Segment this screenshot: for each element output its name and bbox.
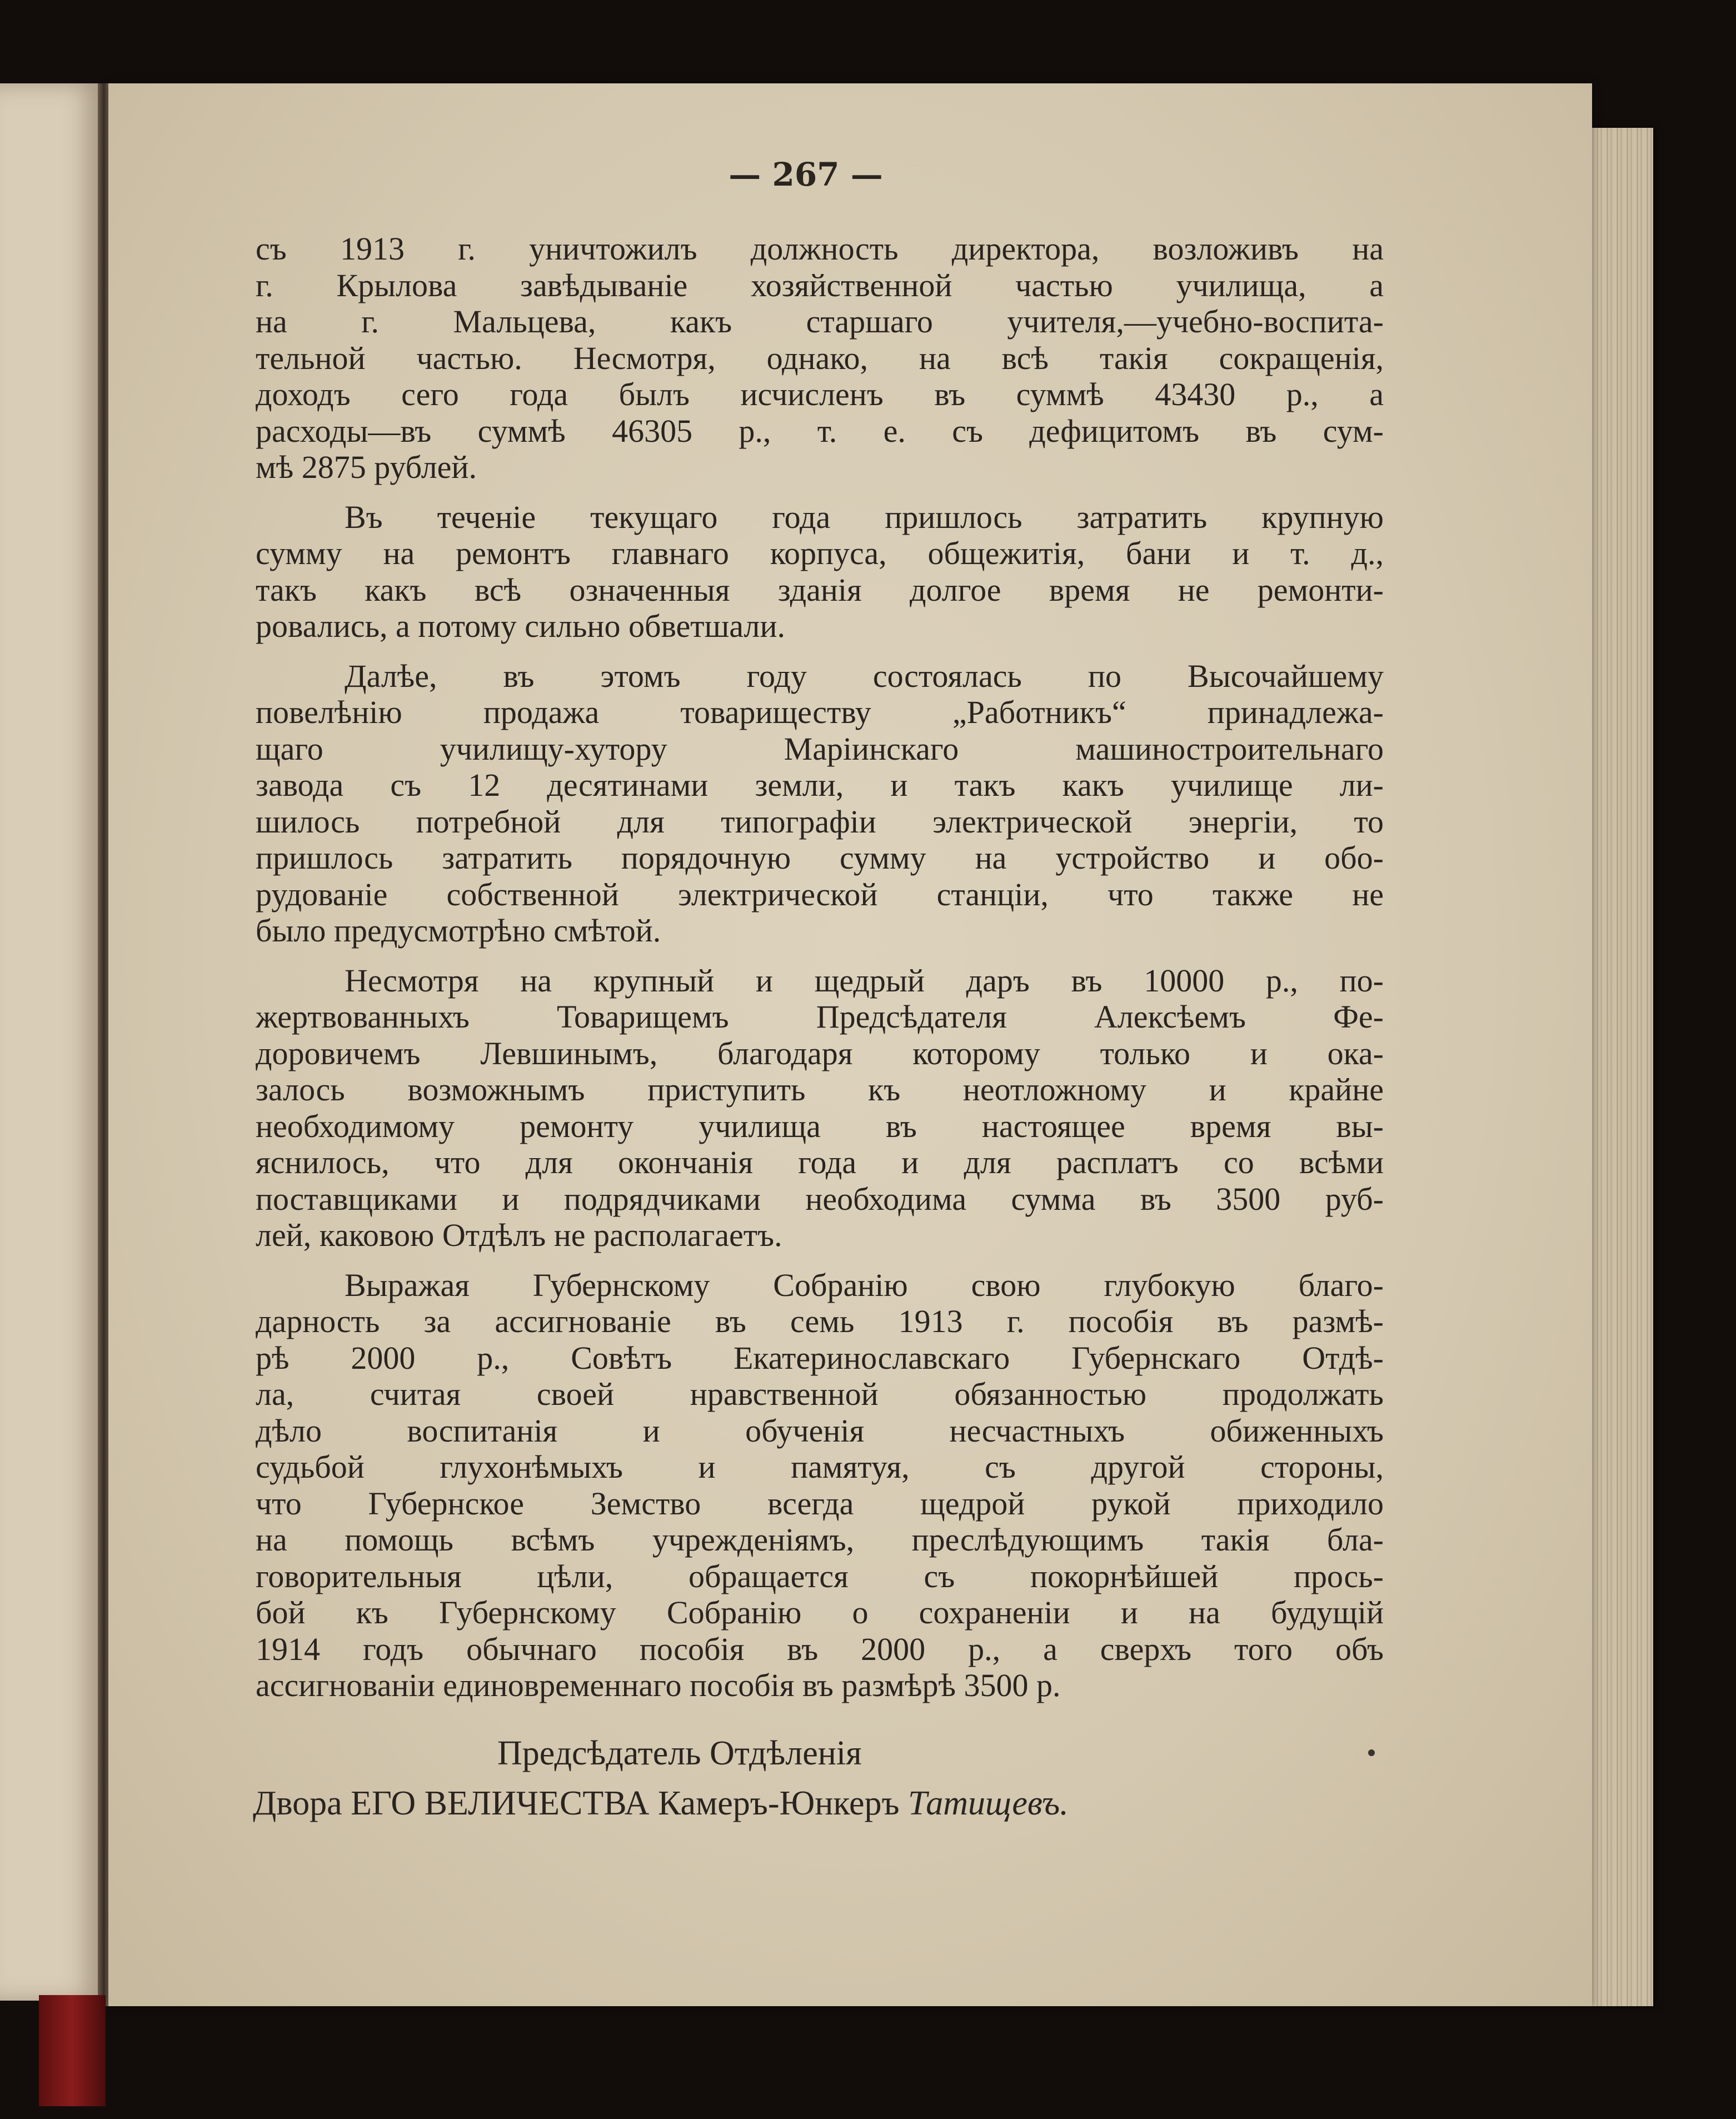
text-line: шилось потребной для типографіи электрической энергіи, то [256,803,1384,840]
signature-title: Предсѣдатель Отдѣленія [497,1734,862,1772]
text-line: что Губернское Земство всегда щедрой рукой приходило [256,1485,1384,1522]
text-line: сумму на ремонтъ главнаго корпуса, общежитія, бани и т. д., [256,535,1384,571]
signature-surname: Татищевъ. [908,1784,1069,1822]
text-line: судьбой глухонѣмыхъ и памятуя, съ другой стороны, [256,1449,1384,1485]
bookmark-ribbon [39,1995,106,2106]
text-line: г. Крылова завѣдываніе хозяйственной частью училища, а [256,267,1384,303]
text-line: ровались, а потому сильно обветшали. [256,608,786,644]
text-line: повелѣнію продажа товариществу „Работникъ“ принадлежа- [256,694,1384,730]
text-line: жертвованныхъ Товарищемъ Предсѣдателя Алексѣемъ Фе- [256,999,1384,1035]
text-line: Выражая Губернскому Собранію свою глубокую благо- [345,1267,1384,1303]
text-line: было предусмотрѣно смѣтой. [256,913,661,949]
text-line: Далѣе, въ этомъ году состоялась по Высочайшему [345,657,1384,694]
text-line: щаго училищу-хутору Маріинскаго машиностроительнаго [256,730,1384,767]
text-line: завода съ 12 десятинами земли, и такъ какъ училище ли- [256,767,1384,803]
signature-rank: Двора ЕГО ВЕЛИЧЕСТВА Камеръ-Юнкеръ [253,1784,900,1822]
text-line: бой къ Губернскому Собранію о сохраненіи и на будущій [256,1594,1384,1631]
text-line: дѣло воспитанія и обученія несчастныхъ обиженныхъ [256,1412,1384,1449]
text-line: рудованіе собственной электрической станціи, что также не [256,876,1384,913]
text-line: необходимому ремонту училища въ настоящее время вы- [256,1108,1384,1144]
text-line: поставщиками и подрядчиками необходима сумма въ 3500 руб- [256,1180,1384,1217]
page-stack-edges [1592,128,1653,2006]
text-line: лей, каковою Отдѣлъ не располагаетъ. [256,1217,782,1253]
text-line: яснилось, что для окончанія года и для расплатъ со всѣми [256,1144,1384,1180]
text-line: доходъ сего года былъ исчисленъ въ суммѣ 43430 р., а [256,376,1384,412]
text-line: съ 1913 г. уничтожилъ должность директора, возложивъ на [256,231,1384,267]
text-line: 1914 годъ обычнаго пособія въ 2000 р., а сверхъ того объ [256,1631,1384,1667]
text-line: залось возможнымъ приступить къ неотложному и крайне [256,1071,1384,1108]
text-line: расходы—въ суммѣ 46305 р., т. е. съ дефицитомъ въ сум- [256,412,1384,449]
paragraph [256,499,1384,645]
body-text [256,231,1384,1704]
text-line: ла, считая своей нравственной обязанностью продолжать [256,1376,1384,1412]
text-line: говорительныя цѣли, обращается съ покорнѣйшей прось- [256,1558,1384,1594]
signature-name-line [253,1778,1420,1828]
text-line: дарность за ассигнованіе въ семь 1913 г. пособія въ размѣ- [256,1303,1384,1339]
paragraph [256,658,1384,949]
text-line: ассигнованіи единовременнаго пособія въ размѣрѣ 3500 р. [256,1667,1061,1703]
text-line: рѣ 2000 р., Совѣтъ Екатеринославскаго Губернскаго Отдѣ- [256,1339,1384,1376]
paragraph [256,1267,1384,1704]
text-line: доровичемъ Левшинымъ, благодаря которому только и ока- [256,1035,1384,1071]
paragraph [256,963,1384,1254]
text-line: мѣ 2875 рублей. [256,449,477,485]
text-line: такъ какъ всѣ означенныя зданія долгое время не ремонти- [256,571,1384,608]
text-line: на помощь всѣмъ учрежденіямъ, преслѣдующимъ такія бла- [256,1522,1384,1558]
text-line: Въ теченіе текущаго года пришлось затратить крупную [345,498,1384,535]
text-line: на г. Мальцева, какъ старшаго учителя,—учебно-воспита- [256,303,1384,340]
signature-block [253,1728,1420,1828]
paragraph [256,231,1384,486]
left-page-edge [0,83,103,2001]
text-line: пришлось затратить порядочную сумму на устройство и обо- [256,840,1384,876]
page-number: — 267 — [729,156,883,193]
text-line: тельной частью. Несмотря, однако, на всѣ такія сокращенія, [256,340,1384,376]
text-line: Несмотря на крупный и щедрый даръ въ 10000 р., по- [345,962,1384,999]
